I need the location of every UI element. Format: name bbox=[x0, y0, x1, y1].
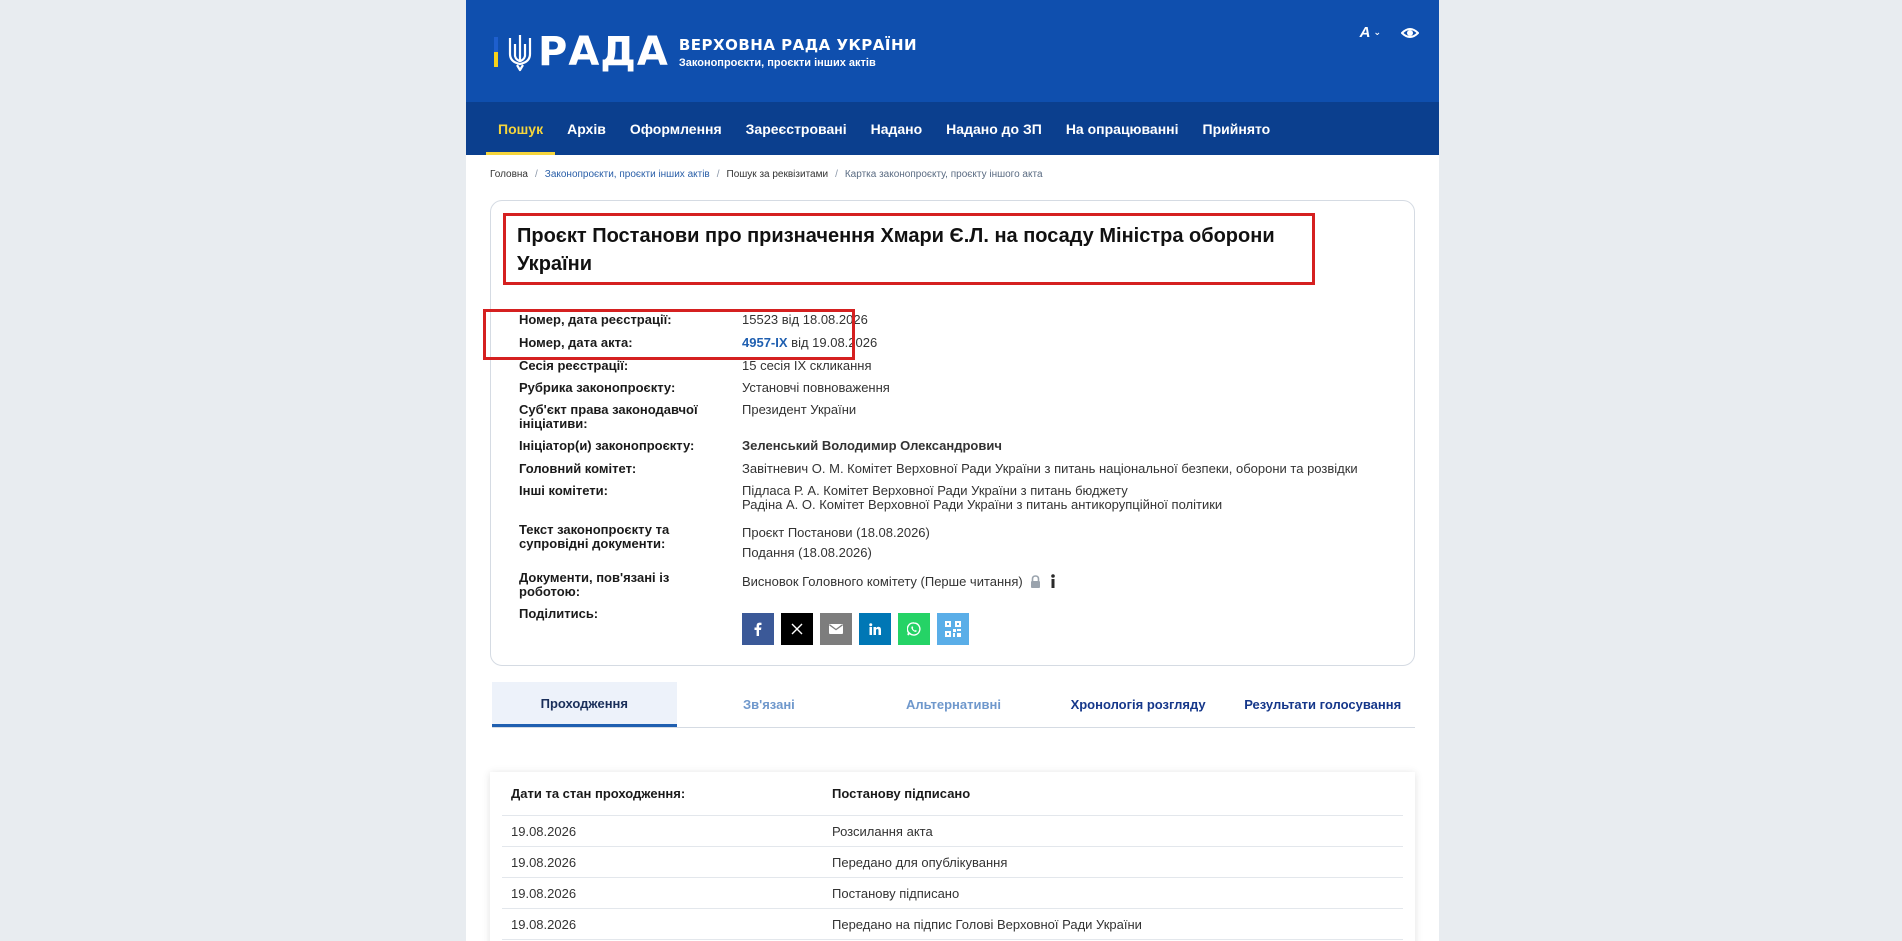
table-row bbox=[502, 847, 1403, 878]
breadcrumb-separator: / bbox=[835, 168, 838, 180]
work-doc-label: Висновок Головного комітету (Перше читання) bbox=[742, 574, 1023, 589]
field-label: Текст законопроєкту та супровідні документи: bbox=[519, 522, 670, 551]
tab-related[interactable]: Зв'язані bbox=[742, 697, 795, 712]
nav-item-archive[interactable]: Архів bbox=[567, 120, 606, 137]
qr-icon bbox=[945, 621, 961, 637]
breadcrumb-separator: / bbox=[716, 168, 720, 180]
breadcrumb-separator: / bbox=[535, 168, 538, 180]
field-label: Інші комітети: bbox=[519, 483, 608, 498]
field-label: Суб'єкт права законодавчої ініціативи: bbox=[519, 402, 698, 431]
committee-item: Радіна А. О. Комітет Верховної Ради України з питань антикорупційної політики bbox=[742, 497, 1223, 512]
act-date: від 19.08.2026 bbox=[787, 335, 878, 350]
passage-date: 19.08.2026 bbox=[511, 823, 577, 839]
field-label: Сесія реєстрації: bbox=[519, 358, 629, 373]
whatsapp-icon bbox=[907, 622, 921, 636]
nav-item-in-progress[interactable]: На опрацюванні bbox=[1065, 120, 1179, 137]
passage-status: Передано на підпис Голові Верховної Ради України bbox=[832, 916, 1142, 932]
passage-status: Передано для опублікування bbox=[832, 854, 1008, 870]
other-committees-value bbox=[742, 484, 1399, 512]
passage-header-status: Постанову підписано bbox=[832, 786, 971, 801]
tab-passage[interactable]: Проходження bbox=[492, 682, 677, 727]
mail-icon bbox=[829, 624, 843, 634]
share-buttons bbox=[742, 607, 1399, 645]
work-docs-value bbox=[742, 571, 1399, 599]
field-work-docs bbox=[519, 571, 1399, 599]
field-label: Рубрика законопроєкту: bbox=[519, 380, 676, 395]
breadcrumb-section[interactable]: Законопроєкти, проєкти інших актів bbox=[544, 168, 710, 180]
site-header bbox=[466, 0, 1439, 102]
document-link[interactable]: Подання (18.08.2026) bbox=[742, 545, 872, 560]
registration-highlight-box bbox=[483, 309, 855, 360]
x-icon bbox=[791, 623, 803, 635]
field-documents bbox=[519, 523, 1399, 563]
documents-value bbox=[742, 523, 1399, 563]
mail-share-button[interactable] bbox=[820, 613, 852, 645]
rubric-value: Установчі повноваження bbox=[742, 380, 890, 395]
subject-value: Президент України bbox=[742, 402, 857, 417]
header-tools bbox=[1360, 24, 1419, 41]
flag-stripe bbox=[494, 37, 498, 67]
page bbox=[466, 0, 1439, 941]
field-other-committees bbox=[519, 484, 1399, 512]
font-size-button[interactable] bbox=[1360, 24, 1381, 41]
nav-item-submitted-zp[interactable]: Надано до ЗП bbox=[946, 120, 1042, 137]
table-row bbox=[502, 909, 1403, 940]
field-session bbox=[519, 359, 1399, 373]
passage-header-label: Дати та стан проходження: bbox=[511, 786, 686, 801]
passage-status: Постанову підписано bbox=[832, 885, 960, 901]
field-share bbox=[519, 607, 1399, 645]
font-size-label: A bbox=[1359, 24, 1371, 41]
bill-card bbox=[490, 200, 1415, 666]
passage-status: Розсилання акта bbox=[832, 823, 933, 839]
linkedin-icon bbox=[869, 623, 881, 635]
field-label: Документи, пов'язані із роботою: bbox=[519, 570, 670, 599]
tab-voting-results[interactable]: Результати голосування bbox=[1244, 697, 1402, 712]
nav-item-registered[interactable]: Зареєстровані bbox=[745, 120, 847, 137]
passage-header-row bbox=[502, 772, 1403, 816]
qr-share-button[interactable] bbox=[937, 613, 969, 645]
trident-icon bbox=[506, 32, 534, 72]
registration-value: 15523 від 18.08.2026 bbox=[742, 312, 868, 327]
x-share-button[interactable] bbox=[781, 613, 813, 645]
bill-tabs bbox=[492, 682, 1415, 728]
session-value: 15 сесія IX скликання bbox=[742, 358, 872, 373]
field-label: Номер, дата акта: bbox=[519, 335, 633, 350]
facebook-icon bbox=[754, 622, 762, 636]
nav-item-search[interactable]: Пошук bbox=[486, 102, 555, 155]
share-bar bbox=[742, 613, 1399, 645]
field-label: Ініціатор(и) законопроєкту: bbox=[519, 438, 695, 453]
field-initiator bbox=[519, 439, 1399, 453]
table-row bbox=[502, 878, 1403, 909]
breadcrumb-current: Картка законопроєкту, проєкту іншого акта bbox=[844, 168, 1043, 180]
main-nav bbox=[466, 102, 1439, 155]
main-committee-value: Завітневич О. М. Комітет Верховної Ради України з питань національної безпеки, оборони та розвідки bbox=[742, 461, 1358, 476]
brand-title: ВЕРХОВНА РАДА УКРАЇНИ bbox=[678, 35, 918, 54]
breadcrumb bbox=[466, 155, 1439, 183]
rada-wordmark: РАДА bbox=[538, 29, 669, 75]
lock-icon bbox=[1030, 575, 1041, 588]
bill-title: Проєкт Постанови про призначення Хмари Є.Л. на посаду Міністра оборони України bbox=[517, 225, 1275, 275]
committee-item: Підласа Р. А. Комітет Верховної Ради України з питань бюджету bbox=[742, 483, 1128, 498]
tab-chronology[interactable]: Хронологія розгляду bbox=[1070, 697, 1206, 712]
brand-logo[interactable] bbox=[494, 29, 918, 75]
facebook-share-button[interactable] bbox=[742, 613, 774, 645]
field-subject bbox=[519, 403, 1399, 431]
field-label: Головний комітет: bbox=[519, 461, 637, 476]
title-highlight-box bbox=[503, 213, 1315, 285]
document-link[interactable]: Проєкт Постанови (18.08.2026) bbox=[742, 525, 930, 540]
table-row bbox=[502, 816, 1403, 847]
nav-item-adopted[interactable]: Прийнято bbox=[1202, 120, 1271, 137]
nav-item-submitted[interactable]: Надано bbox=[870, 120, 923, 137]
passage-date: 19.08.2026 bbox=[511, 854, 577, 870]
chevron-down-icon: ⌄ bbox=[1373, 27, 1381, 37]
field-label: Номер, дата реєстрації: bbox=[519, 312, 672, 327]
bill-fields bbox=[519, 313, 1399, 645]
info-icon[interactable] bbox=[1050, 574, 1056, 588]
breadcrumb-search[interactable]: Пошук за реквізитами bbox=[726, 168, 829, 180]
brand-subtitle: Законопроєкти, проєкти інших актів bbox=[678, 56, 876, 69]
initiator-value: Зеленський Володимир Олександрович bbox=[742, 438, 1002, 453]
whatsapp-share-button[interactable] bbox=[898, 613, 930, 645]
field-rubric bbox=[519, 381, 1399, 395]
tab-alternative[interactable]: Альтернативні bbox=[906, 697, 1001, 712]
field-main-committee bbox=[519, 462, 1399, 476]
act-number-link[interactable]: 4957-IX bbox=[742, 335, 788, 350]
linkedin-share-button[interactable] bbox=[859, 613, 891, 645]
passage-date: 19.08.2026 bbox=[511, 916, 577, 932]
breadcrumb-home[interactable]: Головна bbox=[490, 168, 528, 180]
brand-text bbox=[679, 36, 917, 69]
passage-date: 19.08.2026 bbox=[511, 885, 577, 901]
nav-item-drafting[interactable]: Оформлення bbox=[629, 120, 722, 137]
passage-table bbox=[490, 772, 1415, 941]
eye-icon[interactable] bbox=[1401, 26, 1419, 40]
field-label: Поділитись: bbox=[519, 606, 599, 621]
